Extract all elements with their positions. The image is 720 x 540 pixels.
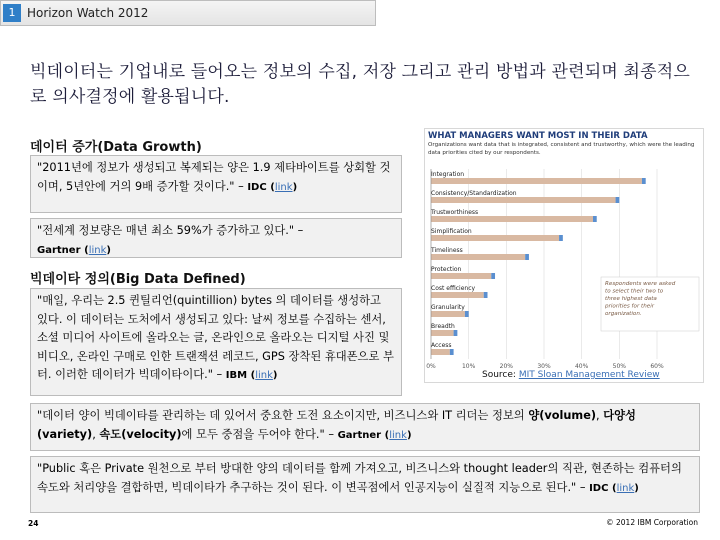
quote-box-ibm: "매일, 우리는 2.5 퀸틸리언(quintillion) bytes 의 데이터를 생성하고 있다. 이 데이터는 도처에서 생성되고 있다: 날씨 정보를 수집하는 센서, 소셜 미디어 사이트에 올라오는 글, 온라인으로 올라오는 디지털 사진 및 비디오, 온라인 구매로 인한 트랜잭션 레코드, GPS 장착된 휴대폰으로 부터. 이러한 데이터가 빅데이타이다." – IBM (link)	[30, 288, 402, 396]
chart-note-line: to select their two to	[605, 288, 664, 295]
chart-bar	[431, 292, 484, 298]
chart-tick-label: 30%	[537, 363, 551, 370]
quote-text: "데이터 양이 빅데이타를 관리하는 데 있어서 중요한 도전 요소이지만, 비즈니스와 IT 리더는 정보의	[37, 409, 529, 422]
chart-category-label: Breadth	[431, 323, 455, 330]
quote-attribution: Gartner	[337, 429, 382, 441]
chart-tick-label: 0%	[426, 363, 436, 370]
quote-attribution: IDC	[247, 181, 267, 193]
chart-note-line: organization.	[605, 311, 642, 317]
chart-bar	[431, 216, 593, 222]
chart-note-line: priorities for their	[605, 303, 655, 310]
headline: 빅데이터는 기업내로 들어오는 정보의 수집, 저장 그리고 관리 방법과 관련되며 최종적으로 의사결정에 활용됩니다.	[30, 62, 691, 107]
chart-bar	[450, 349, 454, 355]
chart-title: WHAT MANAGERS WANT MOST IN THEIR DATA	[428, 131, 648, 141]
quote-box-idc-2: "Public 혹은 Private 원천으로 부터 방대한 양의 데이터를 함께 가져오고, 비즈니스와 thought leader의 직관, 현존하는 컴퓨터의 속도와 처리양을 결합하면, 빅데이타가 추구하는 것이 된다. 이 변곡점에서 인공지능이 실질적 지능으로 된다." – IDC (link)	[30, 456, 700, 513]
chart-category-label: Trustworthiness	[431, 209, 479, 216]
chart-bar	[431, 178, 642, 184]
chart-bar	[491, 273, 495, 279]
chart-bar	[484, 292, 488, 298]
chart-bar	[431, 197, 616, 203]
quote-box-gartner-3v: "데이터 양이 빅데이타를 관리하는 데 있어서 중요한 도전 요소이지만, 비즈니스와 IT 리더는 정보의 양(volume), 다양성(variety), 속도(velocity)에 모두 중점을 두어야 한다." – Gartner (link)	[30, 403, 700, 451]
quote-attribution: IBM	[225, 370, 248, 381]
chart-bar	[593, 216, 597, 222]
chart-bar	[616, 197, 620, 203]
source-link[interactable]: MIT Sloan Management Review	[518, 370, 660, 380]
chart-svg	[425, 129, 705, 384]
chart-tick-label: 10%	[461, 363, 476, 370]
section-title-growth: 데이터 증가(Data Growth)	[30, 140, 202, 155]
term-volume: 양(volume)	[528, 409, 597, 422]
quote-text: "Public 혹은 Private 원천으로 부터 방대한 양의 데이터를 함께 가져오고, 비즈니스와 thought leader의 직관, 현존하는 컴퓨터의 속도와 처리양을 결합하면, 빅데이타가 추구하는 것이 된다. 이 변곡점에서 인공지능이 실질적 지능으로 된다." –	[37, 462, 682, 494]
chart-bar	[431, 311, 465, 317]
quote-text: "2011년에 정보가 생성되고 복제되는 양은 1.9 제타바이트를 상회할 것이며, 5년안에 거의 9배 증가할 것이다." –	[37, 161, 391, 193]
header-bar	[0, 0, 376, 26]
chart-panel	[424, 128, 704, 383]
term-velocity: 속도(velocity)	[99, 427, 182, 441]
copyright: © 2012 IBM Corporation	[606, 518, 698, 527]
source-link[interactable]: link	[88, 244, 107, 256]
separator: ,	[92, 427, 100, 441]
chart-bar	[525, 254, 529, 260]
source-link[interactable]: link	[389, 429, 407, 441]
chart-bar	[642, 178, 646, 184]
chart-category-label: Cost efficiency	[431, 285, 476, 292]
section-title-defined: 빅데이타 정의(Big Data Defined)	[30, 272, 246, 287]
quote-box-idc: "2011년에 정보가 생성되고 복제되는 양은 1.9 제타바이트를 상회할 것이며, 5년안에 거의 9배 증가할 것이다." – IDC (link)	[30, 155, 402, 213]
chart-bar	[431, 349, 450, 355]
quote-text: "전세계 정보량은 매년 최소 59%가 증가하고 있다." –	[37, 224, 304, 237]
page-number: 24	[28, 519, 39, 528]
slide-number-badge: 1	[3, 4, 21, 22]
chart-category-label: Integration	[431, 171, 465, 178]
chart-bar	[431, 254, 525, 260]
chart-tick-label: 40%	[574, 363, 589, 370]
chart-subtitle: Organizations want data that is integrated, consistent and trustworthy, which were the leading data priorities cited by our respondents.	[428, 142, 695, 156]
chart-category-label: Protection	[431, 266, 462, 273]
chart-category-label: Consistency/Standardization	[431, 190, 517, 197]
quote-text: "매일, 우리는 2.5 퀸틸리언(quintillion) bytes 의 데이터를 생성하고 있다. 이 데이터는 도처에서 생성되고 있다: 날씨 정보를 수집하는 센서, 소셜 미디어 사이트에 올라오는 글, 온라인으로 올라오는 디지털 사진 및 비디오, 온라인 구매로 인한 트랜잭션 레코드, GPS 장착된 휴대폰으로 부터. 이러한 데이터가 빅데이타이다." –	[37, 294, 394, 381]
chart-bar	[465, 311, 469, 317]
header-title: Horizon Watch 2012	[27, 6, 149, 20]
quote-attribution: Gartner	[37, 244, 81, 256]
chart-category-label: Granularity	[431, 304, 465, 311]
source-label: Source:	[482, 370, 519, 380]
separator: ,	[596, 409, 604, 422]
chart-category-label: Simplification	[431, 228, 472, 235]
chart-tick-label: 20%	[499, 363, 514, 370]
chart-category-label: Timeliness	[431, 247, 463, 254]
quote-text-end: 에 모두 중점을 두어야 한다." –	[181, 427, 338, 441]
quote-box-gartner: "전세계 정보량은 매년 최소 59%가 증가하고 있다." – Gartner (link)	[30, 218, 402, 258]
term-variety: 다양성(variety)	[37, 409, 636, 441]
source-link[interactable]: link	[616, 482, 635, 494]
chart-bar	[431, 235, 559, 241]
chart-bar	[431, 273, 491, 279]
chart-tick-label: 50%	[612, 363, 627, 370]
chart-bar	[431, 330, 454, 336]
source-link[interactable]: link	[274, 181, 293, 193]
chart-bar	[559, 235, 563, 241]
quote-attribution: IDC	[589, 482, 609, 494]
chart-bar	[454, 330, 458, 336]
chart-tick-label: 60%	[650, 363, 664, 370]
chart-note-line: three highest data	[605, 296, 657, 302]
source-link[interactable]: link	[255, 370, 273, 381]
chart-category-label: Access	[431, 342, 452, 349]
chart-note-line: Respondents were asked	[605, 281, 676, 287]
chart-source	[482, 370, 660, 380]
